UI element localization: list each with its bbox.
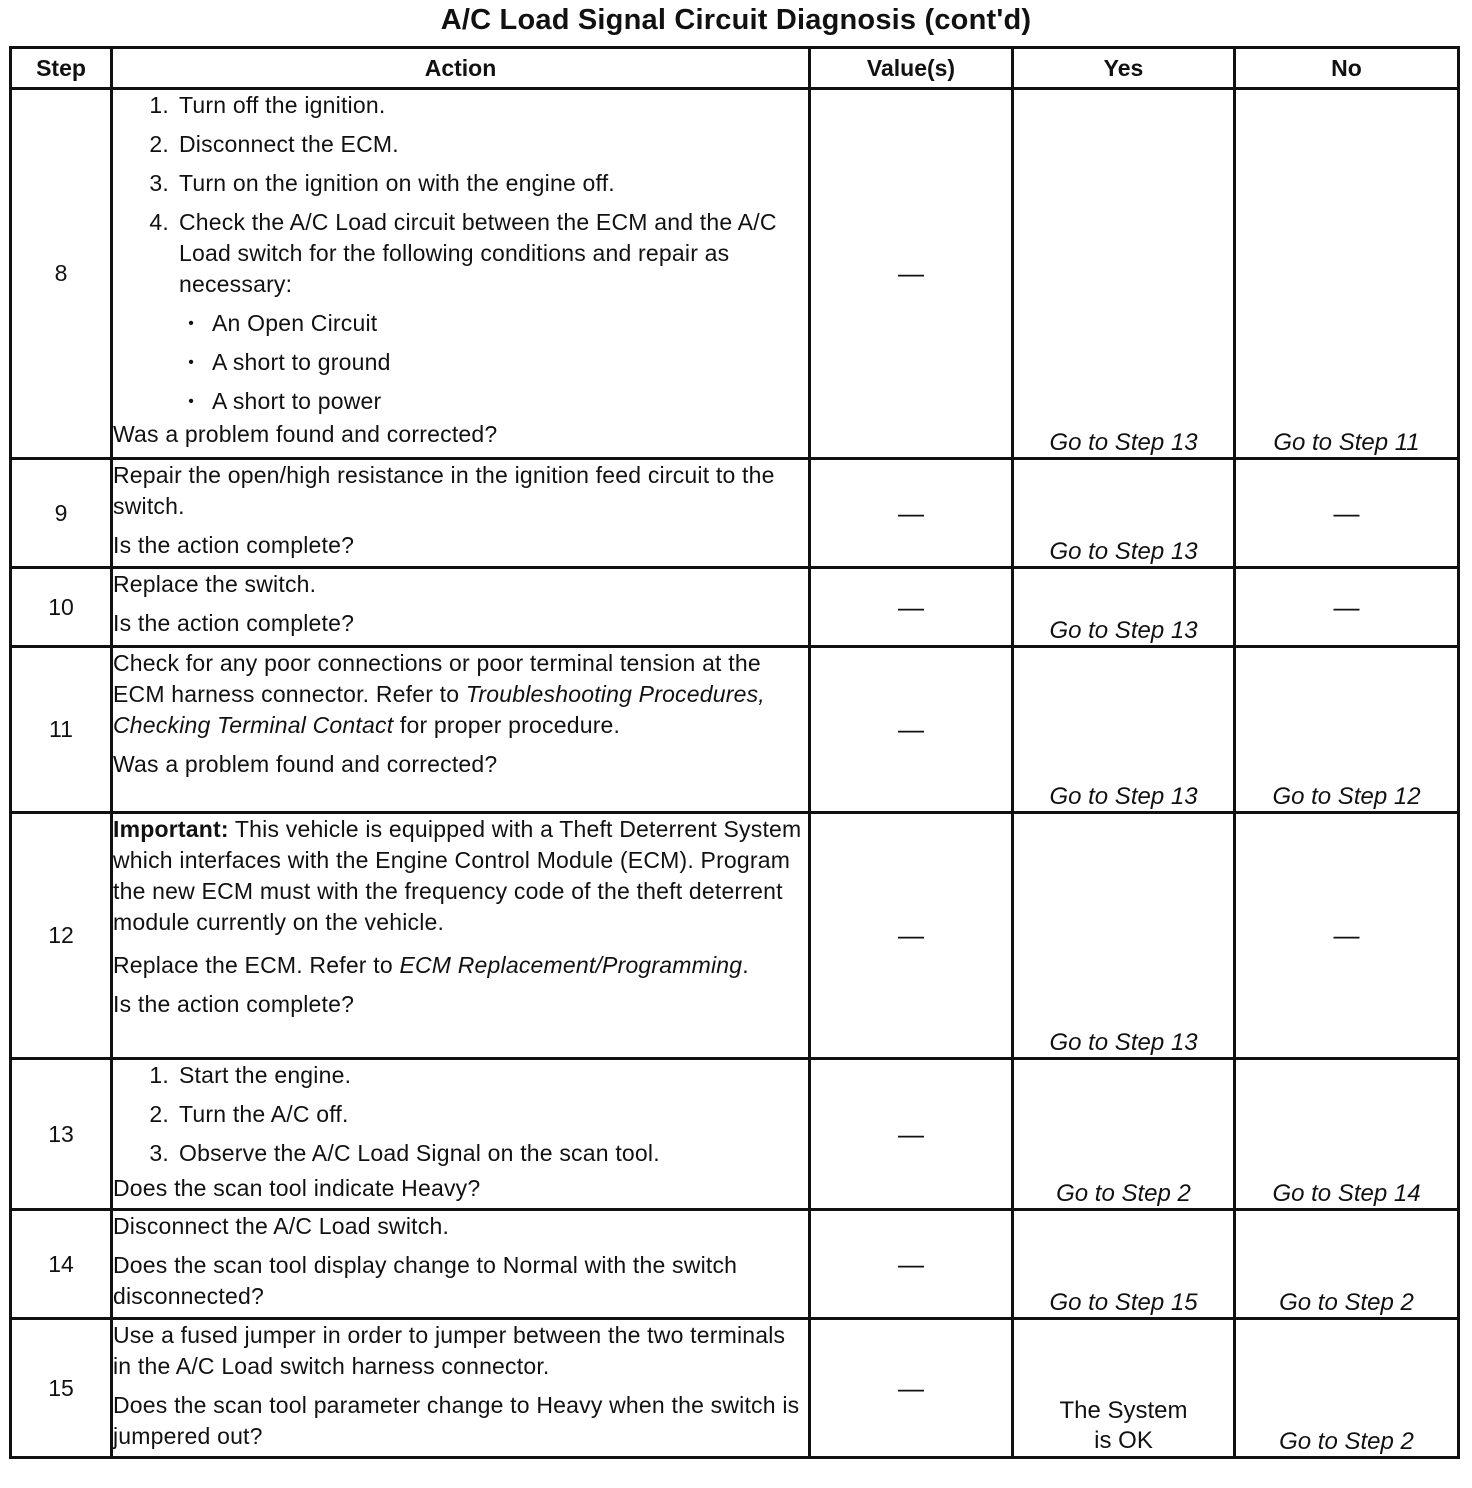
value-cell: — <box>810 89 1013 459</box>
no-cell: Go to Step 12 <box>1235 647 1459 813</box>
action-question: Is the action complete? <box>113 532 355 558</box>
value-cell: — <box>810 1210 1013 1319</box>
table-row <box>11 1319 1459 1458</box>
yes-cell: Go to Step 13 <box>1013 568 1235 647</box>
header-step: Step <box>11 48 112 89</box>
no-cell: — <box>1235 813 1459 1059</box>
bullet-icon: • <box>188 393 194 410</box>
header-yes: Yes <box>1013 48 1235 89</box>
yes-cell <box>1013 1319 1235 1458</box>
table-row <box>11 568 1459 647</box>
action-question: Does the scan tool parameter change to Heavy when the switch is jumpered out? <box>113 1392 800 1449</box>
bullet-icon: • <box>188 315 194 332</box>
table-row <box>11 1210 1459 1319</box>
value-cell: — <box>810 568 1013 647</box>
action-cell <box>112 89 810 459</box>
action-text: Replace the switch. <box>113 571 317 597</box>
important-note: Important: This vehicle is equipped with a Theft Deterrent System which interfaces with the Engine Control Module (ECM). Program the new ECM must with the frequency code of the theft deterrent module currently on the vehicle. <box>113 816 802 935</box>
value-cell: — <box>810 1319 1013 1458</box>
yes-text-line: is OK <box>1094 1427 1153 1454</box>
numbered-steps <box>113 1060 808 1169</box>
table-header-row <box>11 48 1459 89</box>
step-number: 10 <box>11 568 112 647</box>
step-number: 15 <box>11 1319 112 1458</box>
table-row <box>11 1059 1459 1210</box>
no-cell: — <box>1235 459 1459 568</box>
no-cell: Go to Step 2 <box>1235 1319 1459 1458</box>
list-item: 2. Disconnect the ECM. <box>149 131 399 157</box>
yes-cell: Go to Step 2 <box>1013 1059 1235 1210</box>
list-item: 1. Start the engine. <box>149 1062 352 1088</box>
value-cell: — <box>810 813 1013 1059</box>
numbered-steps <box>113 90 808 300</box>
action-question: Is the action complete? <box>113 991 355 1017</box>
step-number: 13 <box>11 1059 112 1210</box>
value-cell: — <box>810 647 1013 813</box>
action-cell <box>112 647 810 813</box>
list-item: • An Open Circuit <box>113 308 808 339</box>
header-values: Value(s) <box>810 48 1013 89</box>
bullet-list <box>113 308 808 417</box>
list-item: • A short to power <box>113 386 808 417</box>
yes-text-line: The System <box>1059 1397 1188 1424</box>
diagnosis-table <box>9 46 1460 1459</box>
list-item: • A short to ground <box>113 347 808 378</box>
step-number: 11 <box>11 647 112 813</box>
reference-link-text: ECM Replacement/Programming <box>399 952 743 978</box>
page-title: A/C Load Signal Circuit Diagnosis (cont'd) <box>440 4 1032 36</box>
action-question: Does the scan tool indicate Heavy? <box>113 1175 481 1201</box>
list-item: 4. Check the A/C Load circuit between the ECM and the A/C Load switch for the following conditions and repair as necessary: <box>149 209 777 297</box>
value-cell: — <box>810 459 1013 568</box>
header-no: No <box>1235 48 1459 89</box>
list-item: 3. Observe the A/C Load Signal on the scan tool. <box>149 1140 660 1166</box>
yes-cell: Go to Step 15 <box>1013 1210 1235 1319</box>
no-cell: Go to Step 14 <box>1235 1059 1459 1210</box>
action-question: Was a problem found and corrected? <box>113 421 498 447</box>
action-text: Replace the ECM. Refer to ECM Replacement/Programming. <box>113 952 749 978</box>
action-question: Does the scan tool display change to Normal with the switch disconnected? <box>113 1252 738 1309</box>
table-row <box>11 89 1459 459</box>
action-cell <box>112 459 810 568</box>
step-number: 9 <box>11 459 112 568</box>
list-item: 3. Turn on the ignition on with the engine off. <box>149 170 615 196</box>
action-cell <box>112 568 810 647</box>
action-text: Use a fused jumper in order to jumper between the two terminals in the A/C Load switch harness connector. <box>113 1322 786 1379</box>
list-item: 2. Turn the A/C off. <box>149 1101 349 1127</box>
yes-cell: Go to Step 13 <box>1013 89 1235 459</box>
step-number: 14 <box>11 1210 112 1319</box>
step-number: 12 <box>11 813 112 1059</box>
important-label: Important: <box>113 816 229 842</box>
action-text: Disconnect the A/C Load switch. <box>113 1213 450 1239</box>
table-row <box>11 813 1459 1059</box>
header-action: Action <box>112 48 810 89</box>
reference-link-text: Troubleshooting Procedures, Checking Terminal Contact <box>113 681 765 738</box>
action-text: Repair the open/high resistance in the ignition feed circuit to the switch. <box>113 462 775 519</box>
list-item: 1. Turn off the ignition. <box>149 92 386 118</box>
step-number: 8 <box>11 89 112 459</box>
action-question: Is the action complete? <box>113 610 355 636</box>
no-cell: Go to Step 2 <box>1235 1210 1459 1319</box>
action-cell <box>112 1319 810 1458</box>
bullet-icon: • <box>188 354 194 371</box>
action-text: Check for any poor connections or poor terminal tension at the ECM harness connector. Refer to Troubleshooting Procedures, Checking Terminal Contact for proper procedure. <box>113 650 765 738</box>
yes-cell: Go to Step 13 <box>1013 459 1235 568</box>
value-cell: — <box>810 1059 1013 1210</box>
action-cell <box>112 813 810 1059</box>
table-row <box>11 647 1459 813</box>
no-cell: Go to Step 11 <box>1235 89 1459 459</box>
no-cell: — <box>1235 568 1459 647</box>
action-cell <box>112 1059 810 1210</box>
action-cell <box>112 1210 810 1319</box>
table-row <box>11 459 1459 568</box>
yes-cell: Go to Step 13 <box>1013 647 1235 813</box>
action-question: Was a problem found and corrected? <box>113 751 498 777</box>
yes-cell: Go to Step 13 <box>1013 813 1235 1059</box>
